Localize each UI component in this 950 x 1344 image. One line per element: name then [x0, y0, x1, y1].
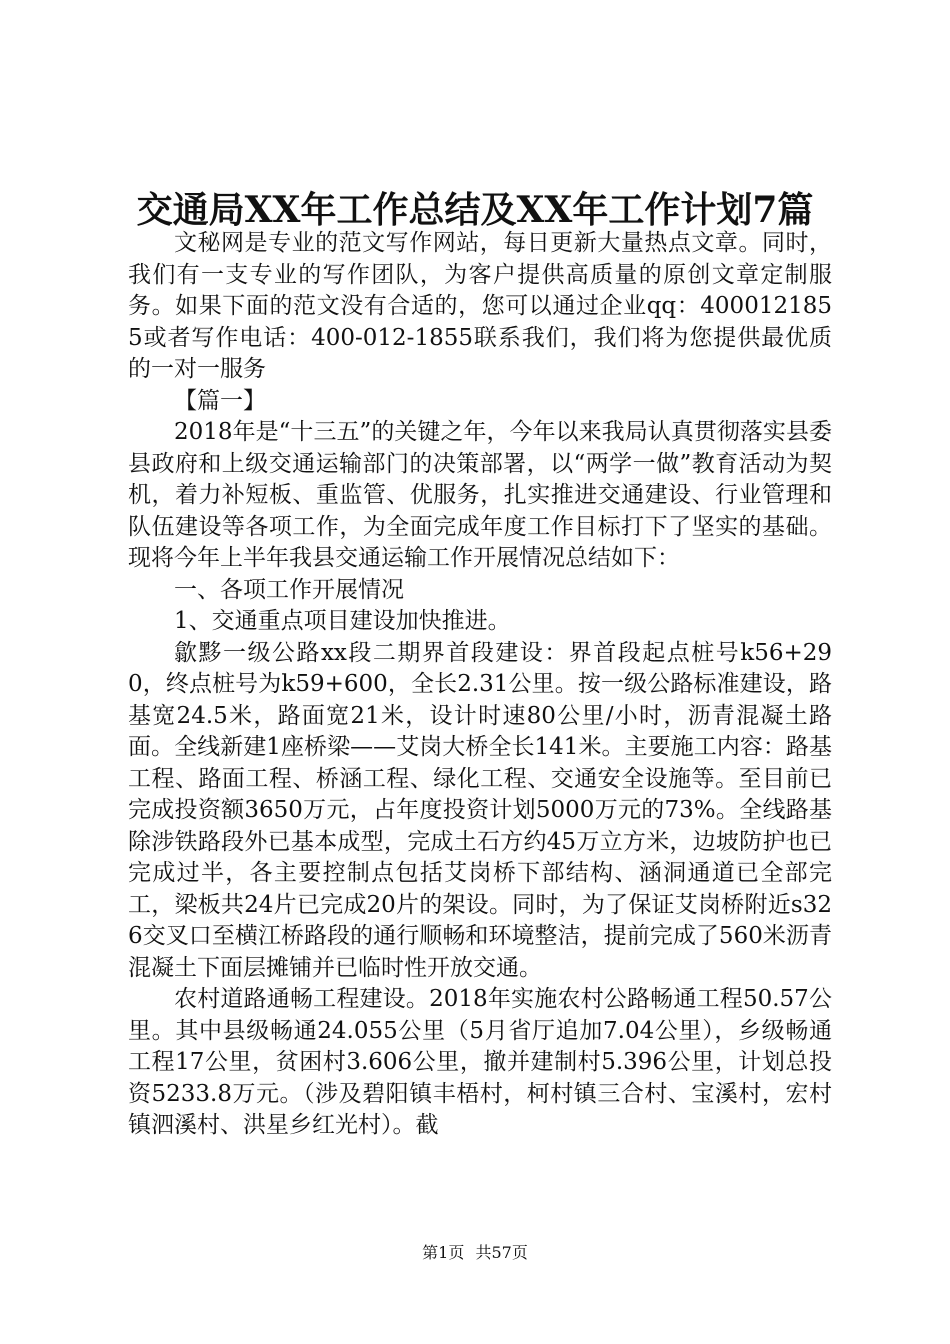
page-footer	[0, 1242, 950, 1264]
summary-paragraph: 2018年是“十三五”的关键之年，今年以来我局认真贯彻落实县委县政府和上级交通运输部门的决策部署，以“两学一做”教育活动为契机，着力补短板、重监管、优服务，扎实推进交通建设、行业管理和队伍建设等各项工作，为全面完成年度工作目标打下了坚实的基础。现将今年上半年我县交通运输工作开展情况总结如下：	[128, 419, 832, 571]
rural-road-paragraph: 农村道路通畅工程建设。2018年实施农村公路畅通工程50.57公里。其中县级畅通24.055公里（5月省厅追加7.04公里），乡级畅通工程17公里，贫困村3.606公里，撤并建制村5.396公里，计划总投资5233.8万元。（涉及碧阳镇丰梧村，柯村镇三合村、宝溪村，宏村镇泗溪村、洪星乡红光村）。截	[128, 986, 832, 1138]
intro-paragraph: 文秘网是专业的范文写作网站，每日更新大量热点文章。同时，我们有一支专业的写作团队，为客户提供高质量的原创文章定制服务。如果下面的范文没有合适的，您可以通过企业qq：4000121855或者写作电话：400-012-1855联系我们，我们将为您提供最优质的一对一服务	[128, 230, 832, 382]
page-total: 共57页	[475, 1243, 528, 1262]
document-body	[128, 228, 832, 1142]
section-heading-work-status: 一、各项工作开展情况	[174, 576, 404, 603]
highway-project-paragraph: 歙黟一级公路xx段二期界首段建设：界首段起点桩号k56+290，终点桩号为k59+600，全长2.31公里。按一级公路标准建设，路基宽24.5米，路面宽21米，设计时速80公里/小时，沥青混凝土路面。全线新建1座桥梁——艾岗大桥全长141米。主要施工内容：路基工程、路面工程、桥涵工程、绿化工程、交通安全设施等。至目前已完成投资额3650万元，占年度投资计划5000万元的73%。全线路基除涉铁路段外已基本成型，完成土石方约45万立方米，边坡防护也已完成过半，各主要控制点包括艾岗桥下部结构、涵洞通道已全部完工，梁板共24片已完成20片的架设。同时，为了保证艾岗桥附近s326交叉口至横江桥路段的通行顺畅和环境整洁，提前完成了560米沥青混凝土下面层摊铺并已临时性开放交通。	[128, 639, 832, 981]
section-heading-part-one: 【篇一】	[174, 387, 266, 414]
document-title: 交通局XX年工作总结及XX年工作计划7篇	[136, 189, 814, 231]
subsection-heading-key-projects: 1、交通重点项目建设加快推进。	[174, 608, 511, 634]
page-number: 第1页	[422, 1243, 465, 1262]
